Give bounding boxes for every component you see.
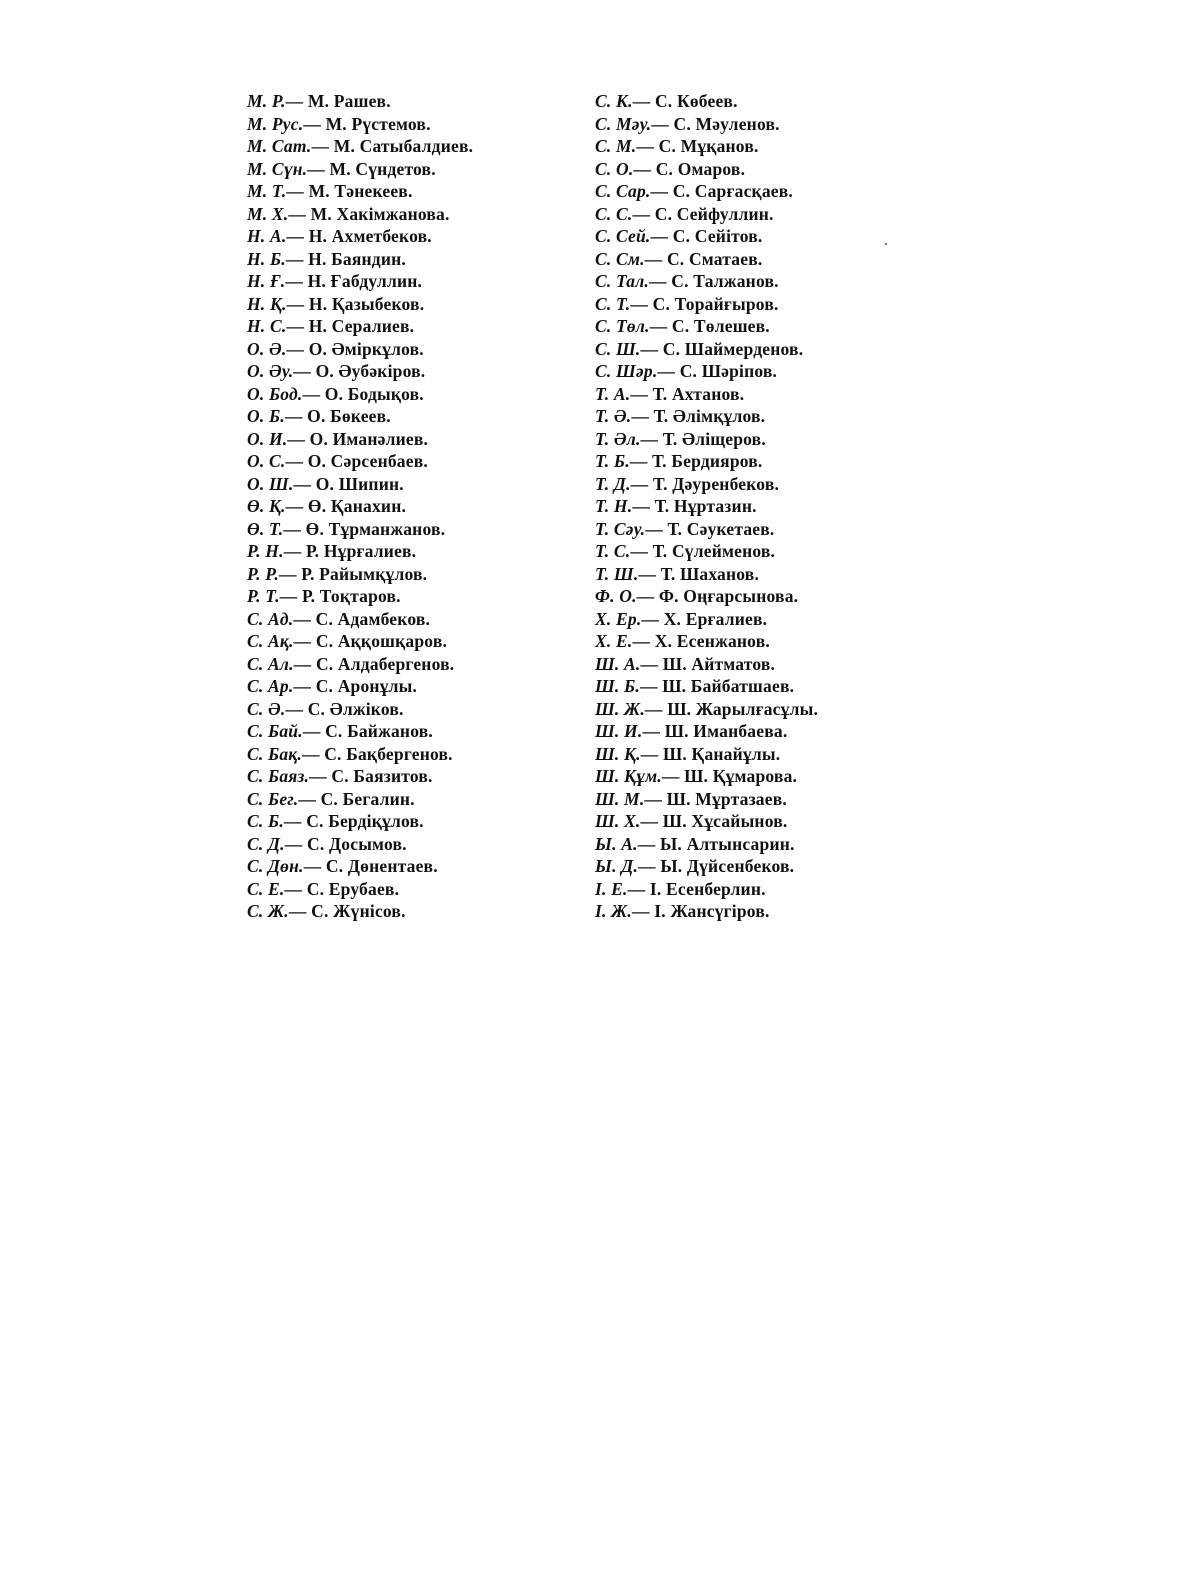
abbreviation-entry	[247, 293, 473, 316]
abbreviation: Ш. Ж.	[595, 698, 645, 719]
abbreviation: Ы. Д.	[595, 856, 639, 876]
separator-dash: —	[650, 181, 673, 201]
separator-dash: —	[651, 113, 674, 134]
abbreviation-entry	[595, 450, 818, 473]
full-name: Т. Дәуренбеков.	[652, 473, 780, 494]
abbreviation: Т. С.	[595, 541, 631, 561]
abbreviation-entry	[247, 383, 473, 406]
full-name: Ш. Хұсайынов.	[662, 811, 788, 831]
separator-dash: —	[293, 361, 316, 381]
separator-dash: —	[632, 203, 655, 224]
abbreviation: С. Ақ.	[247, 631, 294, 651]
full-name: Т. Бердияров.	[652, 451, 763, 471]
abbreviation: С. О.	[595, 158, 634, 179]
full-name: С. Талжанов.	[671, 271, 779, 291]
abbreviation-entry	[595, 765, 818, 788]
abbreviation-entry	[595, 518, 818, 541]
abbreviation-entry	[595, 383, 818, 406]
abbreviation-entry	[247, 563, 473, 586]
abbreviation-entry	[247, 630, 473, 653]
separator-dash: —	[303, 856, 326, 876]
full-name: Ш. Мұртазаев.	[666, 788, 787, 809]
full-name: С. Мәуленов.	[673, 113, 780, 134]
separator-dash: —	[286, 226, 309, 246]
abbreviation: Ш. Х.	[595, 811, 641, 831]
abbreviation-entry	[595, 293, 818, 316]
abbreviation-entry	[595, 563, 818, 586]
full-name: Н. Сералиев.	[308, 316, 415, 336]
full-name: С. Бердіқұлов.	[306, 811, 424, 831]
full-name: Р. Тоқтаров.	[301, 586, 401, 606]
separator-dash: —	[284, 406, 308, 426]
full-name: С. Мұқанов.	[658, 136, 759, 156]
abbreviation: О. Әу.	[247, 361, 294, 381]
separator-dash: —	[632, 631, 655, 651]
full-name: С. Шаймерденов.	[662, 338, 804, 359]
full-name: М. Хакімжанова.	[310, 203, 450, 224]
abbreviation: О. Бод.	[247, 383, 303, 404]
separator-dash: —	[644, 788, 667, 809]
abbreviation: С. Д.	[247, 833, 285, 854]
abbreviation: С. Бег.	[247, 788, 299, 809]
abbreviation: Н. Ғ.	[247, 271, 286, 291]
separator-dash: —	[283, 518, 306, 539]
abbreviation: С. Ар.	[247, 676, 294, 696]
abbreviation-entry	[595, 720, 818, 743]
abbreviation: Р. Т.	[247, 586, 280, 606]
abbreviation-entry	[595, 495, 818, 518]
abbreviation-entry	[595, 248, 818, 271]
abbreviation-entry	[247, 180, 473, 203]
abbreviation-entry	[247, 810, 473, 833]
abbreviation: Ш. Б.	[595, 676, 640, 696]
separator-dash: —	[293, 653, 316, 674]
full-name: О. Иманәлиев.	[309, 428, 429, 449]
abbreviation: Ы. А.	[595, 833, 638, 854]
abbreviation-entry	[247, 90, 473, 113]
full-name: О. Әубәкіров.	[315, 361, 426, 381]
abbreviation: М. Сүн.	[247, 158, 308, 179]
abbreviation-entry	[595, 675, 818, 698]
separator-dash: —	[285, 248, 309, 269]
separator-dash: —	[307, 158, 330, 179]
abbreviation-entry	[247, 315, 473, 338]
abbreviation: Р. Н.	[247, 541, 284, 561]
separator-dash: —	[283, 811, 307, 831]
abbreviation-entry	[247, 720, 473, 743]
separator-dash: —	[293, 676, 316, 696]
abbreviation: Н. Б.	[247, 248, 286, 269]
abbreviation-entry	[247, 405, 473, 428]
separator-dash: —	[649, 271, 672, 291]
separator-dash: —	[650, 226, 673, 246]
full-name: С. Әлжіков.	[307, 698, 404, 719]
full-name: С. Жүнісов.	[311, 901, 406, 921]
separator-dash: —	[632, 901, 655, 921]
abbreviation: С. Ал.	[247, 653, 294, 674]
abbreviation-entry	[595, 585, 818, 608]
abbreviation-entry	[247, 540, 473, 563]
abbreviation-entry	[595, 360, 818, 383]
full-name: Н. Баяндин.	[308, 248, 406, 269]
abbreviation-entry	[595, 810, 818, 833]
abbreviation-entry	[247, 855, 473, 878]
abbreviation: С. Бай.	[247, 721, 303, 741]
abbreviation: С. Бaяз.	[247, 766, 310, 786]
abbreviation: С. М.	[595, 136, 637, 156]
abbreviation: Н. Қ.	[247, 293, 287, 314]
separator-dash: —	[286, 181, 309, 201]
full-name: Т. Әліщеров.	[662, 428, 766, 449]
abbreviation: О. Ш.	[247, 473, 294, 494]
abbreviation: С. Ә.	[247, 698, 286, 719]
separator-dash: —	[636, 586, 659, 606]
full-name: Ф. Оңғарсынова.	[658, 586, 799, 606]
separator-dash: —	[279, 586, 302, 606]
abbreviation-entry	[595, 653, 818, 676]
abbreviation: С. Е.	[247, 878, 285, 899]
separator-dash: —	[649, 316, 672, 336]
full-name: Х. Ерғалиев.	[663, 608, 768, 629]
full-name: М. Рашев.	[307, 91, 391, 111]
full-name: С. Досымов.	[307, 833, 407, 854]
abbreviation-entry	[595, 833, 818, 856]
separator-dash: —	[645, 518, 668, 539]
abbreviation: Ө. Т.	[247, 518, 284, 539]
separator-dash: —	[630, 383, 653, 404]
full-name: Ы. Алтынсарин.	[660, 833, 795, 854]
separator-dash: —	[286, 338, 309, 359]
separator-dash: —	[640, 743, 663, 764]
abbreviation-entry	[247, 518, 473, 541]
separator-dash: —	[293, 631, 316, 651]
abbreviation-entry	[595, 158, 818, 181]
separator-dash: —	[288, 203, 311, 224]
abbreviation: Ф. О.	[595, 586, 637, 606]
abbreviation: М. Сат.	[247, 136, 312, 156]
full-name: С. Дөнентаев.	[325, 856, 438, 876]
separator-dash: —	[633, 158, 656, 179]
full-name: С. Сейітов.	[672, 226, 763, 246]
abbreviation-entry	[595, 225, 818, 248]
separator-dash: —	[302, 383, 325, 404]
abbreviation: Т. Ш.	[595, 563, 639, 584]
separator-dash: —	[640, 338, 663, 359]
separator-dash: —	[640, 811, 663, 831]
abbreviation-entry	[247, 203, 473, 226]
separator-dash: —	[284, 878, 307, 899]
abbreviation: С. Ж.	[247, 901, 289, 921]
abbreviation: Т. Д.	[595, 473, 631, 494]
abbreviation-entry	[595, 473, 818, 496]
full-name: Н. Ғабдуллин.	[307, 271, 423, 291]
abbreviation-entry	[247, 608, 473, 631]
full-name: С. Торайғыров.	[652, 293, 779, 314]
abbreviation: Т. Сәу.	[595, 518, 646, 539]
abbreviation-entry	[247, 743, 473, 766]
full-name: М. Сатыбалдиев.	[333, 136, 474, 156]
abbreviation: С. Тал.	[595, 271, 649, 291]
abbreviation: Ш. И.	[595, 721, 643, 741]
abbreviation: С. Бақ.	[247, 743, 302, 764]
separator-dash: —	[288, 901, 312, 921]
separator-dash: —	[301, 743, 325, 764]
separator-dash: —	[640, 428, 663, 449]
full-name: Т. Сәукетаев.	[667, 518, 775, 539]
abbreviation: Н. С.	[247, 316, 287, 336]
separator-dash: —	[284, 833, 308, 854]
full-name: Т. Шаханов.	[660, 563, 760, 584]
full-name: Ш. Қанайұлы.	[662, 743, 781, 764]
abbreviation: С. Мәу.	[595, 113, 652, 134]
abbreviation: С. Шәр.	[595, 361, 658, 381]
full-name: О. Бодықов.	[324, 383, 424, 404]
abbreviation: Х. Ер.	[595, 608, 642, 629]
abbreviation: Х. Е.	[595, 631, 633, 651]
separator-dash: —	[644, 698, 668, 719]
abbreviation: О. Ә.	[247, 338, 287, 359]
abbreviation-entry	[595, 608, 818, 631]
abbreviation: О. С.	[247, 451, 286, 471]
abbreviation-entry	[247, 675, 473, 698]
abbreviation-entry	[595, 180, 818, 203]
abbreviation: С. Сар.	[595, 181, 651, 201]
abbreviation-entry	[595, 540, 818, 563]
separator-dash: —	[642, 721, 665, 741]
full-name: С. Бегалин.	[320, 788, 415, 809]
full-name: С. Ерубаев.	[306, 878, 400, 899]
separator-dash: —	[638, 856, 661, 876]
abbreviation-entry	[247, 135, 473, 158]
full-name: Ш. Айтматов.	[662, 653, 776, 674]
separator-dash: —	[283, 541, 306, 561]
abbreviation: Т. Ә.	[595, 406, 632, 426]
full-name: С. Аққошқаров.	[315, 631, 448, 651]
abbreviation: Т. Б.	[595, 451, 630, 471]
abbreviation: С. Ад.	[247, 608, 294, 629]
abbreviation-entry	[247, 765, 473, 788]
full-name: О. Бөкеев.	[307, 406, 391, 426]
separator-dash: —	[293, 473, 316, 494]
abbreviation-entry	[595, 338, 818, 361]
abbreviation-entry	[247, 158, 473, 181]
full-name: Ө. Тұрманжанов.	[305, 518, 446, 539]
separator-dash: —	[632, 496, 655, 516]
abbreviation-entry	[595, 270, 818, 293]
abbreviation-entry	[595, 743, 818, 766]
full-name: Ш. Құмарова.	[684, 766, 798, 786]
abbreviation-entry	[247, 900, 473, 923]
abbreviation-entry	[595, 630, 818, 653]
separator-dash: —	[657, 361, 680, 381]
full-name: С. Бақбергенов.	[324, 743, 453, 764]
separator-dash: —	[631, 406, 654, 426]
separator-dash: —	[285, 698, 308, 719]
full-name: С. Баязитов.	[331, 766, 433, 786]
separator-dash: —	[644, 248, 667, 269]
separator-dash: —	[630, 541, 653, 561]
separator-dash: —	[638, 563, 661, 584]
abbreviation-entry	[595, 113, 818, 136]
separator-dash: —	[293, 608, 316, 629]
abbreviation-entry	[595, 698, 818, 721]
separator-dash: —	[632, 91, 655, 111]
separator-dash: —	[303, 113, 326, 134]
abbreviation-list-right	[595, 90, 818, 923]
abbreviation-entry	[247, 878, 473, 901]
abbreviation-entry	[247, 113, 473, 136]
separator-dash: —	[639, 676, 663, 696]
abbreviation: Ш. Құм.	[595, 766, 662, 786]
separator-dash: —	[298, 788, 321, 809]
separator-dash: —	[661, 766, 685, 786]
separator-dash: —	[286, 316, 309, 336]
abbreviation: Р. Р.	[247, 563, 280, 584]
full-name: С. Шәріпов.	[679, 361, 778, 381]
abbreviation-entry	[595, 428, 818, 451]
abbreviation: С. Т.	[595, 293, 631, 314]
abbreviation: С. Дөн.	[247, 856, 304, 876]
full-name: С. Аронұлы.	[315, 676, 418, 696]
abbreviation-entry	[595, 788, 818, 811]
abbreviation-entry	[595, 90, 818, 113]
separator-dash: —	[637, 833, 661, 854]
full-name: Ө. Қанахин.	[307, 496, 407, 516]
abbreviation: Т. Н.	[595, 496, 633, 516]
full-name: О. Сәрсенбаев.	[307, 451, 428, 471]
separator-dash: —	[641, 608, 664, 629]
full-name: М. Рүстемов.	[325, 113, 431, 134]
abbreviation-entry	[247, 360, 473, 383]
abbreviation: Т. А.	[595, 383, 631, 404]
abbreviation: Ш. А.	[595, 653, 641, 674]
separator-dash: —	[279, 563, 302, 584]
separator-dash: —	[636, 136, 659, 156]
abbreviation: Ш. М.	[595, 788, 645, 809]
full-name: Ш. Иманбаева.	[664, 721, 788, 741]
separator-dash: —	[627, 878, 650, 899]
abbreviation: О. И.	[247, 428, 288, 449]
full-name: Ш. Байбатшаев.	[662, 676, 795, 696]
full-name: Ы. Дүйсенбеков.	[660, 856, 795, 876]
separator-dash: —	[285, 91, 308, 111]
abbreviation-entry	[247, 248, 473, 271]
full-name: Р. Райымқұлов.	[301, 563, 428, 584]
abbreviation: М. Рус.	[247, 113, 304, 134]
abbreviation: С. К.	[595, 91, 633, 111]
full-name: Т. Сүлейменов.	[652, 541, 776, 561]
full-name: С. Сейфуллин.	[654, 203, 774, 224]
abbreviation-entry	[247, 473, 473, 496]
abbreviation-entry	[595, 315, 818, 338]
abbreviation: С. Б.	[247, 811, 284, 831]
separator-dash: —	[286, 293, 309, 314]
abbreviation-entry	[595, 855, 818, 878]
separator-dash: —	[630, 293, 653, 314]
full-name: С. Сматаев.	[666, 248, 763, 269]
full-name: С. Омаров.	[655, 158, 746, 179]
full-name: Ш. Жарылғасұлы.	[667, 698, 819, 719]
abbreviation-entry	[247, 225, 473, 248]
full-name: С. Төлешев.	[671, 316, 770, 336]
full-name: І. Есенберлин.	[649, 878, 766, 899]
abbreviation-entry	[247, 450, 473, 473]
full-name: Х. Есенжанов.	[654, 631, 770, 651]
separator-dash: —	[311, 136, 334, 156]
abbreviation-entry	[247, 495, 473, 518]
separator-dash: —	[285, 451, 308, 471]
full-name: С. Адамбеков.	[315, 608, 431, 629]
full-name: Н. Қазыбеков.	[308, 293, 425, 314]
abbreviation-entry	[247, 698, 473, 721]
abbreviation: С. Төл.	[595, 316, 650, 336]
separator-dash: —	[287, 428, 310, 449]
full-name: О. Шипин.	[315, 473, 404, 494]
abbreviation-entry	[247, 338, 473, 361]
abbreviation: С. См.	[595, 248, 645, 269]
abbreviation-entry	[247, 428, 473, 451]
full-name: С. Көбеев.	[654, 91, 738, 111]
full-name: С. Байжанов.	[325, 721, 433, 741]
full-name: Т. Әлімқұлов.	[653, 406, 766, 426]
full-name: М. Тәнекеев.	[308, 181, 413, 201]
abbreviation-entry	[247, 788, 473, 811]
abbreviation-entry	[247, 270, 473, 293]
full-name: Т. Ахтанов.	[652, 383, 745, 404]
abbreviation: І. Ж.	[595, 901, 632, 921]
separator-dash: —	[630, 473, 653, 494]
separator-dash: —	[309, 766, 332, 786]
abbreviation-entry	[595, 900, 818, 923]
full-name: Т. Нұртазин.	[654, 496, 757, 516]
abbreviation-entry	[595, 878, 818, 901]
separator-dash: —	[629, 451, 653, 471]
abbreviation-entry	[247, 585, 473, 608]
abbreviation-entry	[247, 833, 473, 856]
abbreviation: М. Р.	[247, 91, 286, 111]
full-name: М. Сүндетов.	[329, 158, 436, 179]
separator-dash: —	[285, 496, 308, 516]
separator-dash: —	[302, 721, 326, 741]
abbreviation-entry	[595, 135, 818, 158]
abbreviation: М. Х.	[247, 203, 289, 224]
abbreviation: С. С.	[595, 203, 633, 224]
abbreviation: Ө. Қ.	[247, 496, 286, 516]
abbreviation: Н. А.	[247, 226, 287, 246]
full-name: Р. Нұрғалиев.	[305, 541, 417, 561]
full-name: І. Жансүгіров.	[654, 901, 770, 921]
abbreviation: Ш. Қ.	[595, 743, 641, 764]
separator-dash: —	[640, 653, 663, 674]
abbreviation: С. Ш.	[595, 338, 641, 359]
full-name: О. Әміркұлов.	[308, 338, 424, 359]
abbreviation: І. Е.	[595, 878, 628, 899]
full-name: Н. Ахметбеков.	[308, 226, 432, 246]
separator-dash: —	[285, 271, 308, 291]
abbreviation: Т. Әл.	[595, 428, 641, 449]
abbreviation: М. Т.	[247, 181, 287, 201]
full-name: С. Алдабергенов.	[315, 653, 455, 674]
full-name: С. Сарғасқаев.	[672, 181, 793, 201]
abbreviation-entry	[595, 203, 818, 226]
scan-speck	[885, 243, 887, 245]
abbreviation: С. Сей.	[595, 226, 651, 246]
abbreviation-entry	[595, 405, 818, 428]
abbreviation: О. Б.	[247, 406, 285, 426]
abbreviation-list-left	[247, 90, 473, 923]
abbreviation-entry	[247, 653, 473, 676]
